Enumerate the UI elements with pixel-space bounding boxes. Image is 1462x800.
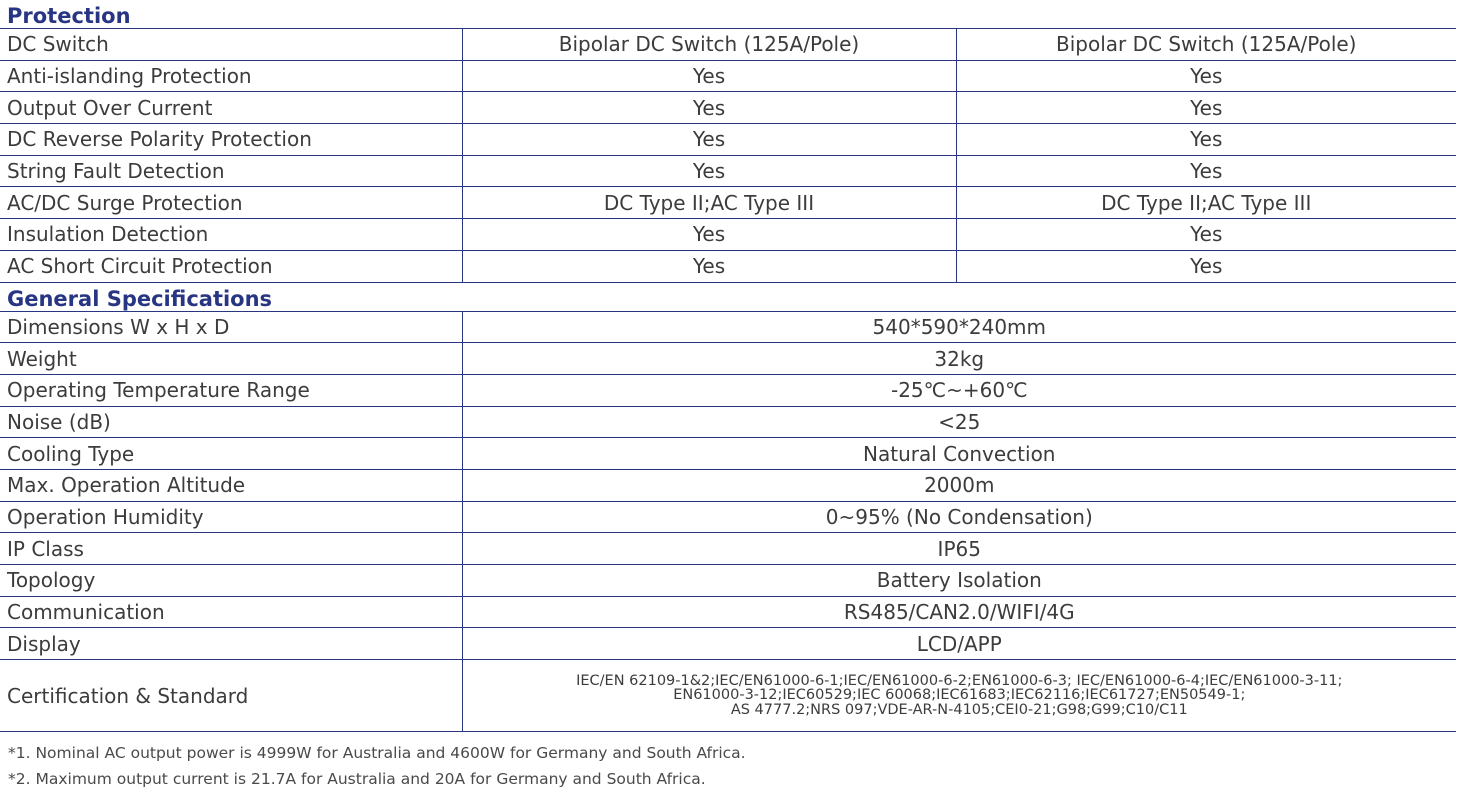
table-row-dc-reverse-polarity: [0, 124, 1456, 156]
footnote: *2. Maximum output current is 21.7A for Australia and 20A for Germany and South Africa.: [8, 770, 706, 788]
table-row-weight: [0, 343, 1456, 375]
section-header-general: [0, 282, 1456, 311]
table-row-ip-class: [0, 533, 1456, 565]
table-row-display: [0, 628, 1456, 660]
row-label: Display: [0, 628, 462, 660]
row-label: Noise (dB): [0, 406, 462, 438]
row-value: 32kg: [462, 343, 1456, 375]
section-title-protection: Protection: [0, 0, 1456, 29]
row-label: Dimensions W x H x D: [0, 311, 462, 343]
row-label: AC Short Circuit Protection: [0, 250, 462, 282]
section-header-protection: [0, 0, 1456, 29]
row-value: IP65: [462, 533, 1456, 565]
row-label: DC Reverse Polarity Protection: [0, 124, 462, 156]
row-label: Cooling Type: [0, 438, 462, 470]
table-row-dc-switch: [0, 29, 1456, 61]
row-value-model-1: Bipolar DC Switch (125A/Pole): [462, 29, 956, 61]
certification-line: AS 4777.2;NRS 097;VDE-AR-N-4105;CEI0-21;G98;G99;C10/C11: [730, 701, 1188, 718]
row-value-model-1: Yes: [462, 60, 956, 92]
row-value: 0~95% (No Condensation): [462, 501, 1456, 533]
row-label: Anti-islanding Protection: [0, 60, 462, 92]
row-label: Max. Operation Altitude: [0, 469, 462, 501]
row-label: AC/DC Surge Protection: [0, 187, 462, 219]
certification-line: EN61000-3-12;IEC60529;IEC 60068;IEC61683;IEC62116;IEC61727;EN50549-1;: [673, 687, 1246, 704]
row-value: 540*590*240mm: [462, 311, 1456, 343]
row-value: -25℃~+60℃: [462, 374, 1456, 406]
row-label: Output Over Current: [0, 92, 462, 124]
row-value-model-2: Yes: [956, 155, 1456, 187]
row-label: Operation Humidity: [0, 501, 462, 533]
row-label: Communication: [0, 596, 462, 628]
footnotes: [8, 740, 746, 792]
row-value-model-1: Yes: [462, 155, 956, 187]
row-value-model-1: Yes: [462, 92, 956, 124]
table-row-humidity: [0, 501, 1456, 533]
table-row-anti-islanding: [0, 60, 1456, 92]
table-row-dimensions: [0, 311, 1456, 343]
row-value-model-1: Yes: [462, 250, 956, 282]
row-label: Operating Temperature Range: [0, 374, 462, 406]
row-value: Battery Isolation: [462, 565, 1456, 597]
row-value-model-2: Yes: [956, 124, 1456, 156]
table-row-cooling: [0, 438, 1456, 470]
table-row-altitude: [0, 469, 1456, 501]
row-value-model-2: Yes: [956, 60, 1456, 92]
row-value-model-2: Yes: [956, 219, 1456, 251]
row-value-model-2: Bipolar DC Switch (125A/Pole): [956, 29, 1456, 61]
row-label: Topology: [0, 565, 462, 597]
table-row-output-over-current: [0, 92, 1456, 124]
footnote: *1. Nominal AC output power is 4999W for Australia and 4600W for Germany and South Africa.: [8, 744, 746, 762]
table-row-surge-protection: [0, 187, 1456, 219]
row-value: 2000m: [462, 469, 1456, 501]
row-value-model-1: Yes: [462, 219, 956, 251]
table-row-communication: [0, 596, 1456, 628]
row-value: LCD/APP: [462, 628, 1456, 660]
row-value: RS485/CAN2.0/WIFI/4G: [462, 596, 1456, 628]
row-value: <25: [462, 406, 1456, 438]
table-row-insulation-detection: [0, 219, 1456, 251]
certification-value: [462, 660, 1456, 732]
row-label: Insulation Detection: [0, 219, 462, 251]
table-row-string-fault: [0, 155, 1456, 187]
table-row-ac-short-circuit: [0, 250, 1456, 282]
row-value: Natural Convection: [462, 438, 1456, 470]
row-value-model-1: Yes: [462, 124, 956, 156]
row-value-model-2: Yes: [956, 92, 1456, 124]
table-row-noise: [0, 406, 1456, 438]
row-label: Certification & Standard: [0, 660, 462, 732]
table-row-certification: [0, 660, 1456, 732]
row-label: String Fault Detection: [0, 155, 462, 187]
row-label: Weight: [0, 343, 462, 375]
row-value-model-1: DC Type II;AC Type III: [462, 187, 956, 219]
table-row-topology: [0, 565, 1456, 597]
table-row-temperature: [0, 374, 1456, 406]
row-value-model-2: DC Type II;AC Type III: [956, 187, 1456, 219]
row-label: DC Switch: [0, 29, 462, 61]
section-title-general: General Specifications: [0, 282, 1456, 311]
row-value-model-2: Yes: [956, 250, 1456, 282]
row-label: IP Class: [0, 533, 462, 565]
certification-line: IEC/EN 62109-1&2;IEC/EN61000-6-1;IEC/EN61000-6-2;EN61000-6-3; IEC/EN61000-6-4;IEC/EN61000-3-11;: [576, 672, 1343, 689]
